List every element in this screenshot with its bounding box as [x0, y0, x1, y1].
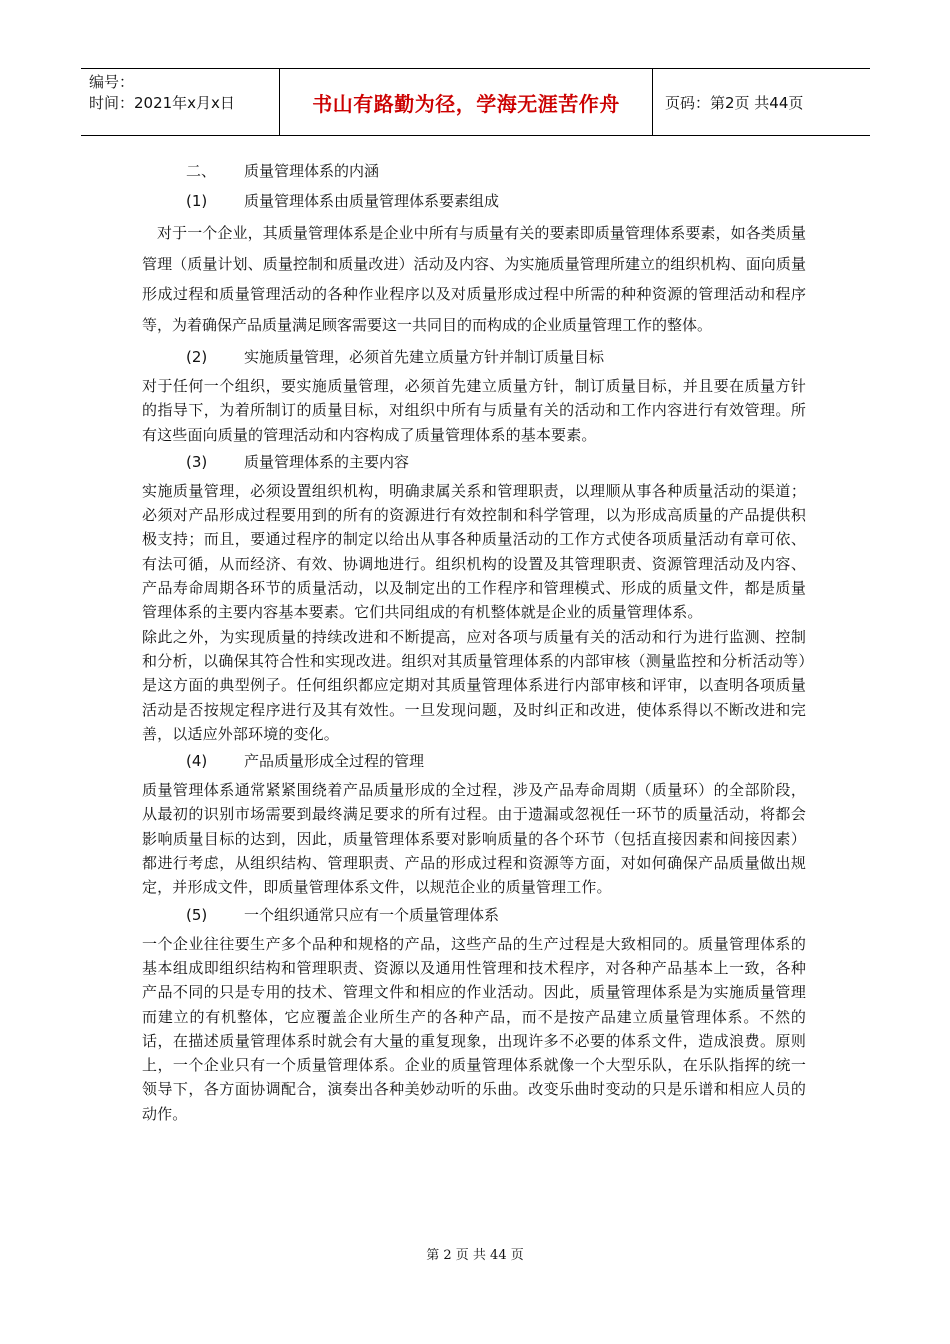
header-motto: 书山有路勤为径，学海无涯苦作舟	[280, 69, 653, 135]
item-number: (3)	[186, 452, 208, 471]
header-page-info: 页码：第2页 共44页	[665, 93, 804, 112]
paragraph: 对于一个企业，其质量管理体系是企业中所有与质量有关的要素即质量管理体系要素，如各类质量管理（质量计划、质量控制和质量改进）活动及内容、为实施质量管理所建立的组织机构、面向质量形成过程和质量管理活动的各种作业程序以及对质量形成过程中所需的种种资源的管理活动和程序等，为着确保产品质量满足顾客需要这一共同目的而构成的企业质量管理工作的整体。	[142, 224, 806, 334]
item-title: 质量管理体系的主要内容	[244, 452, 410, 471]
paragraph: 一个企业往往要生产多个品种和规格的产品，这些产品的生产过程是大致相同的。质量管理体系的基本组成即组织结构和管理职责、资源以及通用性管理和技术程序，对各种产品基本上一致，各种产品不同的只是专用的技术、管理文件和相应的作业活动。因此，质量管理体系是为实施质量管理而建立的有机整体，它应覆盖企业所生产的各种产品，而不是按产品建立质量管理体系。不然的话，在描述质量管理体系时就会有大量的重复现象，出现许多不必要的体系文件，造成浪费。原则上，一个企业只有一个质量管理体系。企业的质量管理体系就像一个大型乐队，在乐队指挥的统一领导下，各方面协调配合，演奏出各种美妙动听的乐曲。改变乐曲时变动的只是乐谱和相应人员的动作。	[142, 934, 806, 1123]
item-heading-4	[142, 746, 806, 776]
paragraph: 实施质量管理，必须设置组织机构，明确隶属关系和管理职责，以理顺从事各种质量活动的渠道；必须对产品形成过程要用到的所有的资源进行有效控制和科学管理，以为形成高质量的产品提供积极支持；而且，要通过程序的制定以给出从事各种质量活动的工作方式使各项质量活动有章可依、有法可循，从而经济、有效、协调地进行。组织机构的设置及其管理职责、资源管理活动及内容、产品寿命周期各环节的质量活动，以及制定出的工作程序和管理模式、形成的质量文件，都是质量管理体系的主要内容基本要素。它们共同组成的有机整体就是企业的质量管理体系。	[142, 481, 806, 622]
section-title: 质量管理体系的内涵	[244, 162, 380, 180]
page-footer: 第 2 页 共 44 页	[426, 1248, 524, 1263]
item-heading-5	[142, 900, 806, 930]
paragraph: 对于任何一个组织，要实施质量管理，必须首先建立质量方针，制订质量目标，并且要在质量方针的指导下，为着所制订的质量目标，对组织中所有与质量有关的活动和工作内容进行有效管理。所有这些面向质量的管理活动和内容构成了质量管理体系的基本要素。	[142, 377, 806, 444]
item-number: (4)	[186, 752, 208, 771]
item-number: (2)	[186, 348, 208, 366]
document-body	[142, 158, 806, 1126]
item-heading-3	[142, 447, 806, 477]
item-title: 一个组织通常只应有一个质量管理体系	[244, 905, 500, 924]
paragraph: 质量管理体系通常紧紧围绕着产品质量形成的全过程，涉及产品寿命周期（质量环）的全部阶段，从最初的识别市场需要到最终满足要求的所有过程。由于遗漏或忽视任一环节的质量活动，将都会影响质量目标的达到，因此，质量管理体系要对影响质量的各个环节（包括直接因素和间接因素）都进行考虑，从组织结构、管理职责、产品的形成过程和资源等方面，对如何确保产品质量做出规定，并形成文件，即质量管理体系文件，以规范企业的质量管理工作。	[142, 781, 806, 897]
section-number: 二、	[186, 162, 217, 180]
code-label: 编号：	[89, 73, 135, 91]
item-heading-2	[142, 342, 806, 372]
page-header	[81, 68, 870, 136]
item-number: (1)	[186, 192, 208, 210]
item-heading-1	[142, 188, 806, 214]
item-number: (5)	[186, 905, 208, 924]
paragraph: 除此之外，为实现质量的持续改进和不断提高，应对各项与质量有关的活动和行为进行监测、控制和分析，以确保其符合性和实现改进。组织对其质量管理体系的内部审核（测量监控和分析活动等）是这方面的典型例子。任何组织都应定期对其质量管理体系进行内部审核和评审，以查明各项质量活动是否按规定程序进行及其有效性。一旦发现问题，及时纠正和改进，使体系得以不断改进和完善，以适应外部环境的变化。	[142, 627, 806, 743]
header-meta	[81, 69, 280, 135]
item-title: 质量管理体系由质量管理体系要素组成	[244, 192, 500, 210]
item-title: 实施质量管理，必须首先建立质量方针并制订质量目标	[244, 348, 605, 366]
item-title: 产品质量形成全过程的管理	[244, 752, 425, 771]
section-heading	[142, 158, 806, 184]
time-label: 时间：2021年x月x日	[89, 94, 235, 112]
